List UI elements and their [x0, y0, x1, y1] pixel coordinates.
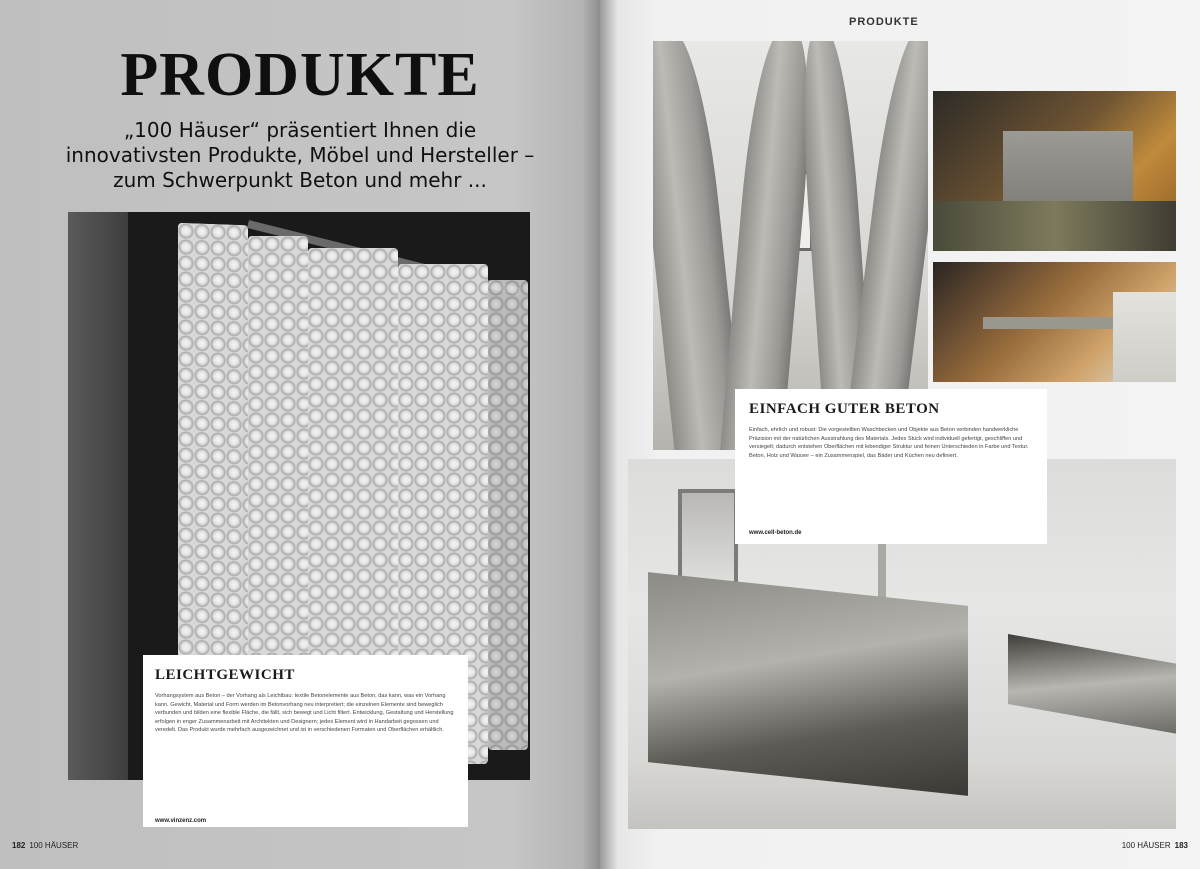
page-subtitle: „100 Häuser“ präsentiert Ihnen die innovativsten Produkte, Möbel und Hersteller – zum Schwerpunkt Beton und mehr ...: [65, 118, 535, 192]
box-heading: EINFACH GUTER BETON: [749, 401, 940, 417]
box-body-text: Einfach, ehrlich und robust: Die vorgestellten Waschbecken und Objekte aus Beton verbinden handwerkliche Präzision mit der natürlichen Ausstrahlung des Materials. Jedes Stück wird individuell gefertigt, geschliffen und versiegelt; dadurch entstehen Oberflächen mit lebendiger Struktur und feinen Unterschieden in Farbe und Textur. Beton, Holz und Wasser – ein Zusammenspiel, das Bäder und Küchen neu definiert.: [749, 427, 1029, 459]
floor: [933, 201, 1176, 251]
sofa: [1113, 292, 1176, 382]
page-number: 182: [12, 841, 26, 850]
kitchen-photo: [933, 91, 1176, 251]
concrete-shelf: [1008, 634, 1176, 734]
page-number: 183: [1174, 841, 1188, 850]
product-box-leichtgewicht: [143, 655, 468, 827]
box-body-text: Vorhangsystem aus Beton – der Vorhang als Leichtbau: textile Betonelemente aus Beton, das kann, was ein Vorhang kann. Gewicht, Material und Form werden im Betonvorhang neu interpretiert; die einzelnen Elemente sind beweglich verbunden und bilden eine flexible Fläche, die fällt, sich bewegt und Licht filtert. Entwicklung, Gestaltung und Herstellung erfolgen in enger Zusammenarbeit mit Architekten und Designern; jedes Element wird in Handarbeit gegossen und veredelt. Das Produkt wurde mehrfach ausgezeichnet und ist in verschiedenen Formaten und Oberflächen erhältlich.: [155, 693, 454, 734]
box-heading: LEICHTGEWICHT: [155, 667, 295, 683]
curtain-panel: [488, 280, 528, 750]
folio-label: 100 HÄUSER: [1121, 841, 1171, 850]
desk: [983, 317, 1133, 329]
interior-photo: [933, 262, 1176, 382]
photo-wall: [68, 212, 128, 780]
folio-right: [1122, 841, 1188, 850]
folio-left: [12, 841, 78, 850]
website-link[interactable]: www.vinzenz.com: [155, 818, 207, 824]
page-title: PRODUKTE: [120, 41, 480, 109]
concrete-basin: [648, 572, 968, 796]
folio-label: 100 HÄUSER: [29, 841, 79, 850]
right-page: [600, 0, 1200, 869]
product-box-beton: [735, 389, 1047, 544]
website-link[interactable]: www.cell-beton.de: [749, 530, 802, 536]
section-label: PRODUKTE: [849, 16, 919, 28]
